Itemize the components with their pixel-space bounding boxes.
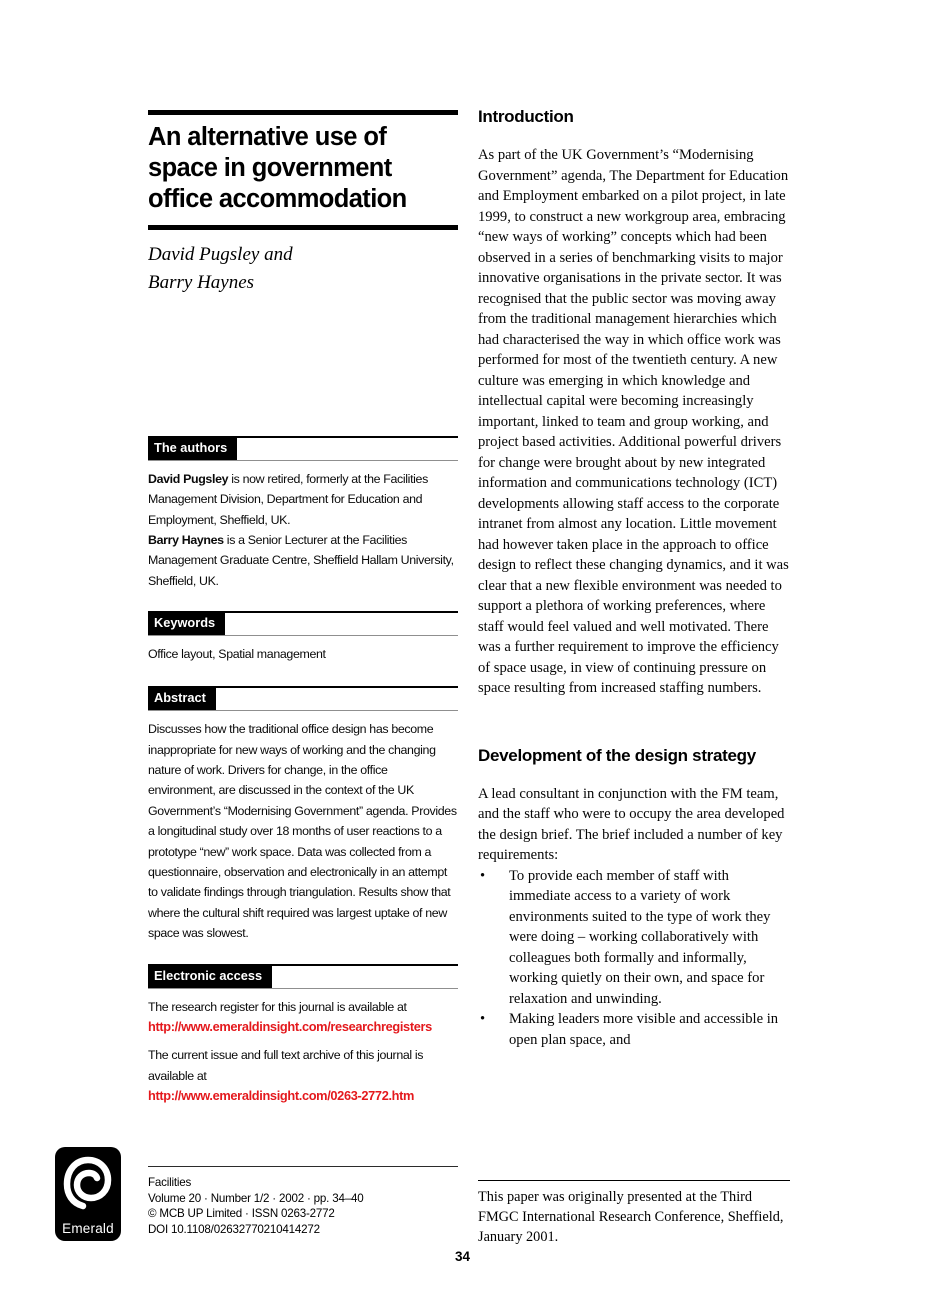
right-column — [478, 106, 790, 1174]
design-strategy-bullet-2 — [478, 1009, 790, 1050]
electronic-access-archive — [148, 1045, 458, 1106]
bio-name: Barry Haynes — [148, 533, 224, 548]
section-header-the-authors — [148, 436, 458, 461]
article-authors — [148, 241, 458, 296]
abstract-text: Discusses how the traditional office design has become inappropriate for new ways of working and the changing nature of work. Drivers for change, in the office environment, are discussed in the context of the UK Government’s “Modernising Government” agenda. Provides a longitudinal study over 18 months of user reactions to a prototype “new” work space. Data was collected from a questionnaire, observation and electronically in an attempt to validate findings through triangulation. Results show that where the cultural shift required was largest uptake of new space was slowest. — [148, 722, 457, 941]
design-strategy-heading: Development of the design strategy — [478, 745, 756, 765]
presentation-footnote: This paper was originally presented at the Third FMGC International Research Conference, Sheffield, January 2001. — [478, 1180, 790, 1247]
emerald-spiral-icon — [63, 1154, 113, 1210]
research-register-text: The research register for this journal is available at — [148, 999, 407, 1014]
left-column — [148, 110, 458, 1158]
bullet-icon: • — [480, 1011, 486, 1027]
title-block — [148, 110, 458, 230]
bio-name: David Pugsley — [148, 471, 229, 486]
section-label-abstract: Abstract — [148, 688, 216, 710]
author-line-1: David Pugsley and — [148, 244, 293, 265]
journal-volume-line: Volume 20 · Number 1/2 · 2002 · pp. 34–40 — [148, 1191, 364, 1205]
design-strategy-body: A lead consultant in conjunction with the FM team, and the staff who were to occupy the area developed the design brief. The brief included a number of key requirements: — [478, 785, 785, 863]
author-bios — [148, 469, 458, 591]
emerald-logo-text: Emerald — [62, 1220, 114, 1236]
section-label-keywords: Keywords — [148, 613, 225, 635]
section-header-electronic-access — [148, 964, 458, 989]
bullet-icon: • — [480, 867, 486, 884]
author-line-2: Barry Haynes — [148, 271, 255, 293]
bullet-text: Making leaders more visible and accessible in open plan space, and — [509, 1011, 779, 1048]
introduction-heading: Introduction — [478, 107, 574, 126]
journal-name: Facilities — [148, 1176, 192, 1189]
emerald-logo — [55, 1147, 121, 1241]
section-label-electronic-access: Electronic access — [148, 966, 272, 988]
bullet-text: To provide each member of staff with immediate access to a variety of work environments suited to the type of work they were doing – working collaboratively with colleagues both formally and informally, working quietly on their own, and space for relaxation and unwinding. — [509, 867, 771, 1007]
archive-link[interactable]: http://www.emeraldinsight.com/0263-2772.htm — [148, 1088, 415, 1104]
design-strategy-section — [478, 745, 790, 1051]
section-header-keywords — [148, 611, 458, 636]
section-header-abstract — [148, 686, 458, 711]
keywords-text: Office layout, Spatial management — [148, 647, 326, 662]
design-strategy-bullet-1 — [478, 866, 790, 1010]
section-label-the-authors: The authors — [148, 438, 237, 460]
archive-text: The current issue and full text archive of this journal is available at — [148, 1048, 424, 1083]
bio-david-pugsley — [148, 469, 458, 530]
page-number: 34 — [454, 1249, 471, 1264]
bio-text: is a Senior Lecturer at the Facilities Management Graduate Centre, Sheffield Hallam University, Sheffield, UK. — [148, 533, 454, 588]
journal-copyright-line: © MCB UP Limited · ISSN 0263-2772 — [148, 1207, 335, 1221]
bio-barry-haynes — [148, 530, 458, 591]
research-register-link[interactable]: http://www.emeraldinsight.com/researchregisters — [148, 1018, 432, 1034]
article-title: An alternative use of space in government office accommodation — [148, 123, 407, 213]
journal-doi-line: DOI 10.1108/02632770210414272 — [148, 1222, 320, 1236]
electronic-access-research-register — [148, 997, 458, 1038]
bio-text: is now retired, formerly at the Facilities Management Division, Department for Education and Employment, Sheffield, UK. — [148, 471, 428, 527]
journal-info-footer — [148, 1166, 458, 1237]
introduction-body: As part of the UK Government’s “Modernising Government” agenda, The Department for Education and Employment embarked on a pilot project, in late 1999, to construct a new workgroup area, embracing “new ways of working” concepts which had been observed in a series of benchmarking visits to major innovative organisations in the private sector. It was recognised that the public sector was moving away from the traditional management hierarchies which had characterised the way in which office work was performed for most of the twentieth century. A new culture was emerging in which knowledge and intellectual capital were becoming increasingly important, linked to team and group working, and project based activities. Additional powerful drivers for change were brought about by new integrated information and communications technology (ICT) developments allowing staff access to the corporate intranet from almost any location. Little movement had however taken place in the approach to office design to reflect these changing dynamics, and it was clear that a new flexible environment was needed to support a plethora of working preferences, where staff would feel valued and well motivated. There was a further requirement to improve the efficiency of space usage, in view of continuing pressure on space resulting from increased staffing numbers. — [478, 147, 789, 696]
